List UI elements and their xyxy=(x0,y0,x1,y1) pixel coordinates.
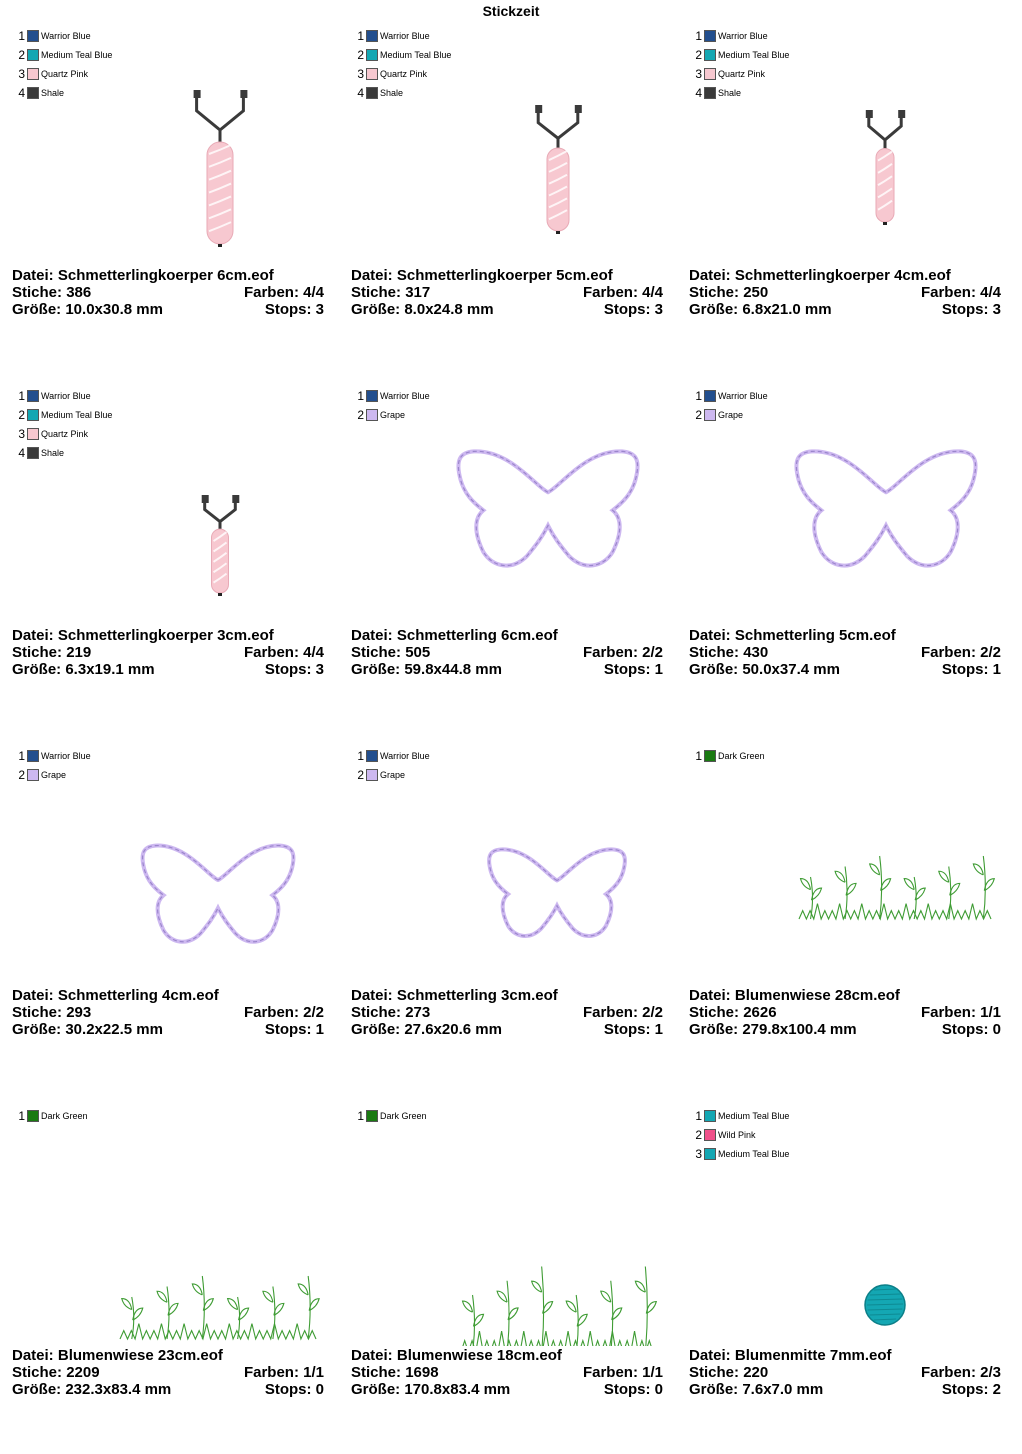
color-count: Farben: 2/2 xyxy=(920,644,1001,661)
file-row xyxy=(12,267,324,284)
design-preview xyxy=(351,44,663,266)
stitches-row xyxy=(689,284,1001,301)
thread-number: 2 xyxy=(18,407,25,422)
file-row xyxy=(689,987,1001,1004)
file-row xyxy=(12,627,324,644)
thread-legend xyxy=(355,1106,427,1125)
thread-number: 1 xyxy=(357,388,364,403)
thread-number: 1 xyxy=(18,1108,25,1123)
thread-legend-item xyxy=(355,26,451,45)
thread-number: 2 xyxy=(18,47,25,62)
stitch-count: Stiche: 430 xyxy=(689,644,769,661)
design-card xyxy=(351,1104,663,1454)
design-preview-image xyxy=(689,1124,1001,1346)
thread-name: Quartz Pink xyxy=(718,68,766,79)
file-name: Datei: Blumenwiese 23cm.eof xyxy=(12,1347,223,1364)
thread-name: Grape xyxy=(718,409,744,420)
color-count: Farben: 4/4 xyxy=(243,644,324,661)
thread-name: Grape xyxy=(380,409,406,420)
file-name: Datei: Blumenwiese 28cm.eof xyxy=(689,987,900,1004)
thread-name: Warrior Blue xyxy=(718,390,768,401)
thread-name: Warrior Blue xyxy=(41,750,91,761)
stop-count: Stops: 1 xyxy=(603,1021,663,1038)
stop-count: Stops: 2 xyxy=(941,1381,1001,1398)
file-name: Datei: Schmetterling 5cm.eof xyxy=(689,627,896,644)
thread-name: Medium Teal Blue xyxy=(718,1110,790,1121)
thread-name: Wild Pink xyxy=(718,1129,756,1140)
thread-number: 2 xyxy=(357,407,364,422)
thread-legend-item xyxy=(355,746,430,765)
stitch-count: Stiche: 317 xyxy=(351,284,431,301)
thread-number: 2 xyxy=(357,47,364,62)
caterpillar-body-icon xyxy=(202,495,240,596)
butterfly-outline-icon xyxy=(796,451,975,565)
size-row xyxy=(12,1381,324,1398)
stitches-row xyxy=(689,1004,1001,1021)
stitches-row xyxy=(689,644,1001,661)
design-grid xyxy=(12,24,1012,1414)
stitches-row xyxy=(689,1364,1001,1381)
file-row xyxy=(689,267,1001,284)
design-card xyxy=(689,744,1001,1094)
design-size: Größe: 6.3x19.1 mm xyxy=(12,661,155,678)
thread-number: 3 xyxy=(357,66,364,81)
stitch-count: Stiche: 2209 xyxy=(12,1364,100,1381)
stitch-count: Stiche: 505 xyxy=(351,644,431,661)
thread-name: Quartz Pink xyxy=(41,428,89,439)
stop-count: Stops: 0 xyxy=(264,1381,324,1398)
thread-number: 2 xyxy=(18,767,25,782)
thread-name: Warrior Blue xyxy=(718,30,768,41)
design-info xyxy=(689,987,1001,1038)
file-row xyxy=(12,1347,324,1364)
thread-legend-item xyxy=(693,746,765,765)
design-preview-image xyxy=(351,764,663,986)
size-row xyxy=(351,1021,663,1038)
design-card xyxy=(12,744,324,1094)
design-card xyxy=(689,24,1001,374)
design-info xyxy=(351,267,663,318)
thread-name: Shale xyxy=(41,87,65,98)
stitches-row xyxy=(351,644,663,661)
thread-color-swatch xyxy=(366,30,378,42)
butterfly-outline-icon xyxy=(489,849,625,936)
thread-number: 1 xyxy=(695,388,702,403)
stitch-count: Stiche: 273 xyxy=(351,1004,431,1021)
design-info xyxy=(12,267,324,318)
thread-name: Medium Teal Blue xyxy=(718,1148,790,1159)
thread-color-swatch xyxy=(704,1110,716,1122)
thread-name: Medium Teal Blue xyxy=(380,49,452,60)
design-preview xyxy=(351,764,663,986)
design-size: Größe: 8.0x24.8 mm xyxy=(351,301,494,318)
design-info xyxy=(689,627,1001,678)
color-count: Farben: 1/1 xyxy=(243,1364,324,1381)
file-row xyxy=(689,1347,1001,1364)
thread-number: 2 xyxy=(695,407,702,422)
butterfly-outline-icon xyxy=(143,846,294,942)
thread-name: Quartz Pink xyxy=(380,68,428,79)
stop-count: Stops: 1 xyxy=(603,661,663,678)
thread-name: Warrior Blue xyxy=(380,30,430,41)
design-preview-image xyxy=(12,44,324,266)
color-count: Farben: 4/4 xyxy=(582,284,663,301)
stitches-row xyxy=(12,1364,324,1381)
thread-name: Warrior Blue xyxy=(41,390,91,401)
design-card xyxy=(689,384,1001,734)
file-name: Datei: Schmetterling 3cm.eof xyxy=(351,987,558,1004)
color-count: Farben: 4/4 xyxy=(243,284,324,301)
color-count: Farben: 2/2 xyxy=(582,1004,663,1021)
stitches-row xyxy=(12,644,324,661)
size-row xyxy=(351,1381,663,1398)
thread-name: Warrior Blue xyxy=(41,30,91,41)
color-count: Farben: 2/3 xyxy=(920,1364,1001,1381)
design-info xyxy=(351,987,663,1038)
stitch-count: Stiche: 2626 xyxy=(689,1004,777,1021)
design-size: Größe: 30.2x22.5 mm xyxy=(12,1021,163,1038)
design-preview xyxy=(12,44,324,266)
thread-legend-item xyxy=(16,1106,88,1125)
design-preview xyxy=(689,44,1001,266)
design-preview-image xyxy=(12,764,324,986)
thread-number: 1 xyxy=(357,748,364,763)
thread-name: Dark Green xyxy=(380,1110,427,1121)
file-name: Datei: Schmetterlingkoerper 6cm.eof xyxy=(12,267,274,284)
thread-legend-item xyxy=(693,26,789,45)
stop-count: Stops: 3 xyxy=(603,301,663,318)
design-preview xyxy=(351,404,663,626)
design-size: Größe: 232.3x83.4 mm xyxy=(12,1381,172,1398)
thread-number: 2 xyxy=(357,767,364,782)
flower-meadow-icon xyxy=(120,1276,319,1339)
caterpillar-body-icon xyxy=(866,110,905,225)
design-size: Größe: 170.8x83.4 mm xyxy=(351,1381,511,1398)
thread-legend-item xyxy=(16,746,91,765)
thread-color-swatch xyxy=(27,750,39,762)
design-card xyxy=(12,384,324,734)
thread-name: Medium Teal Blue xyxy=(41,409,113,420)
design-card xyxy=(351,744,663,1094)
design-info xyxy=(351,627,663,678)
stop-count: Stops: 0 xyxy=(941,1021,1001,1038)
design-info xyxy=(689,1347,1001,1398)
stitch-count: Stiche: 293 xyxy=(12,1004,92,1021)
thread-number: 3 xyxy=(18,66,25,81)
color-count: Farben: 1/1 xyxy=(920,1004,1001,1021)
size-row xyxy=(12,661,324,678)
file-name: Datei: Schmetterling 6cm.eof xyxy=(351,627,558,644)
design-preview xyxy=(351,1124,663,1346)
thread-legend-item xyxy=(355,386,430,405)
thread-number: 2 xyxy=(695,47,702,62)
design-preview xyxy=(689,404,1001,626)
page-title: Stickzeit xyxy=(482,3,540,19)
thread-name: Warrior Blue xyxy=(380,750,430,761)
size-row xyxy=(351,301,663,318)
stitch-count: Stiche: 220 xyxy=(689,1364,769,1381)
size-row xyxy=(689,301,1001,318)
design-preview-image xyxy=(351,1124,663,1346)
design-card xyxy=(689,1104,1001,1454)
file-row xyxy=(351,627,663,644)
thread-color-swatch xyxy=(704,30,716,42)
thread-legend-item xyxy=(693,1106,789,1125)
thread-number: 1 xyxy=(18,28,25,43)
design-size: Größe: 6.8x21.0 mm xyxy=(689,301,832,318)
stitches-row xyxy=(351,1004,663,1021)
thread-legend xyxy=(16,1106,88,1125)
file-row xyxy=(351,267,663,284)
thread-name: Dark Green xyxy=(718,750,765,761)
thread-name: Warrior Blue xyxy=(380,390,430,401)
design-preview-image xyxy=(351,404,663,626)
thread-name: Grape xyxy=(41,769,67,780)
design-preview-image xyxy=(689,404,1001,626)
design-info xyxy=(689,267,1001,318)
thread-name: Medium Teal Blue xyxy=(718,49,790,60)
stop-count: Stops: 1 xyxy=(941,661,1001,678)
design-preview-image xyxy=(689,44,1001,266)
thread-color-swatch xyxy=(27,30,39,42)
size-row xyxy=(689,1381,1001,1398)
thread-number: 2 xyxy=(695,1127,702,1142)
flower-meadow-icon xyxy=(461,1267,656,1347)
thread-number: 1 xyxy=(18,388,25,403)
design-size: Größe: 50.0x37.4 mm xyxy=(689,661,840,678)
stitches-row xyxy=(12,1004,324,1021)
stitch-count: Stiche: 386 xyxy=(12,284,92,301)
stop-count: Stops: 0 xyxy=(603,1381,663,1398)
thread-color-swatch xyxy=(704,750,716,762)
color-count: Farben: 2/2 xyxy=(582,644,663,661)
thread-color-swatch xyxy=(27,390,39,402)
stop-count: Stops: 1 xyxy=(264,1021,324,1038)
design-size: Größe: 27.6x20.6 mm xyxy=(351,1021,502,1038)
thread-color-swatch xyxy=(704,390,716,402)
size-row xyxy=(689,661,1001,678)
design-preview xyxy=(689,764,1001,986)
design-preview xyxy=(12,404,324,626)
stitches-row xyxy=(12,284,324,301)
size-row xyxy=(689,1021,1001,1038)
thread-number: 3 xyxy=(695,66,702,81)
thread-name: Quartz Pink xyxy=(41,68,89,79)
stitches-row xyxy=(351,1364,663,1381)
design-preview-image xyxy=(689,764,1001,986)
caterpillar-body-icon xyxy=(194,90,248,247)
design-info xyxy=(12,1347,324,1398)
thread-color-swatch xyxy=(366,1110,378,1122)
color-count: Farben: 4/4 xyxy=(920,284,1001,301)
thread-number: 4 xyxy=(357,85,364,100)
thread-number: 1 xyxy=(695,28,702,43)
thread-legend-item xyxy=(16,386,112,405)
design-preview-image xyxy=(12,1124,324,1346)
stitches-row xyxy=(351,284,663,301)
design-preview-image xyxy=(351,44,663,266)
thread-name: Medium Teal Blue xyxy=(41,49,113,60)
thread-number: 4 xyxy=(18,85,25,100)
file-name: Datei: Schmetterlingkoerper 3cm.eof xyxy=(12,627,274,644)
stitch-count: Stiche: 250 xyxy=(689,284,769,301)
design-info xyxy=(351,1347,663,1398)
thread-legend-item xyxy=(693,386,768,405)
size-row xyxy=(351,661,663,678)
thread-color-swatch xyxy=(366,390,378,402)
thread-color-swatch xyxy=(366,750,378,762)
thread-number: 3 xyxy=(18,426,25,441)
stop-count: Stops: 3 xyxy=(264,301,324,318)
design-preview-image xyxy=(12,404,324,626)
flower-meadow-icon xyxy=(799,856,994,919)
file-name: Datei: Schmetterling 4cm.eof xyxy=(12,987,219,1004)
stop-count: Stops: 3 xyxy=(941,301,1001,318)
file-row xyxy=(689,627,1001,644)
size-row xyxy=(12,1021,324,1038)
thread-color-swatch xyxy=(27,1110,39,1122)
thread-number: 4 xyxy=(695,85,702,100)
thread-legend-item xyxy=(16,26,112,45)
design-preview xyxy=(12,1124,324,1346)
flower-center-icon xyxy=(865,1285,905,1325)
file-row xyxy=(351,987,663,1004)
butterfly-outline-icon xyxy=(458,451,637,565)
thread-number: 3 xyxy=(695,1146,702,1161)
design-preview xyxy=(689,1124,1001,1346)
file-name: Datei: Blumenmitte 7mm.eof xyxy=(689,1347,892,1364)
color-count: Farben: 1/1 xyxy=(582,1364,663,1381)
design-card xyxy=(351,24,663,374)
stitch-count: Stiche: 1698 xyxy=(351,1364,439,1381)
thread-number: 1 xyxy=(357,28,364,43)
thread-number: 1 xyxy=(18,748,25,763)
design-size: Größe: 279.8x100.4 mm xyxy=(689,1021,857,1038)
stop-count: Stops: 3 xyxy=(264,661,324,678)
thread-number: 1 xyxy=(695,1108,702,1123)
thread-legend-item xyxy=(355,1106,427,1125)
thread-number: 4 xyxy=(18,445,25,460)
thread-name: Shale xyxy=(380,87,404,98)
thread-number: 1 xyxy=(357,1108,364,1123)
design-card xyxy=(351,384,663,734)
design-info xyxy=(12,627,324,678)
thread-name: Grape xyxy=(380,769,406,780)
thread-name: Shale xyxy=(41,447,65,458)
design-size: Größe: 59.8x44.8 mm xyxy=(351,661,502,678)
stitch-count: Stiche: 219 xyxy=(12,644,92,661)
file-name: Datei: Schmetterlingkoerper 5cm.eof xyxy=(351,267,613,284)
thread-name: Shale xyxy=(718,87,742,98)
color-count: Farben: 2/2 xyxy=(243,1004,324,1021)
file-name: Datei: Blumenwiese 18cm.eof xyxy=(351,1347,562,1364)
file-row xyxy=(12,987,324,1004)
thread-number: 1 xyxy=(695,748,702,763)
design-size: Größe: 7.6x7.0 mm xyxy=(689,1381,824,1398)
design-size: Größe: 10.0x30.8 mm xyxy=(12,301,163,318)
design-card xyxy=(12,1104,324,1454)
file-row xyxy=(351,1347,663,1364)
file-name: Datei: Schmetterlingkoerper 4cm.eof xyxy=(689,267,951,284)
design-info xyxy=(12,987,324,1038)
design-card xyxy=(12,24,324,374)
thread-legend xyxy=(693,746,765,765)
size-row xyxy=(12,301,324,318)
caterpillar-body-icon xyxy=(535,105,582,234)
design-preview xyxy=(12,764,324,986)
thread-name: Dark Green xyxy=(41,1110,88,1121)
